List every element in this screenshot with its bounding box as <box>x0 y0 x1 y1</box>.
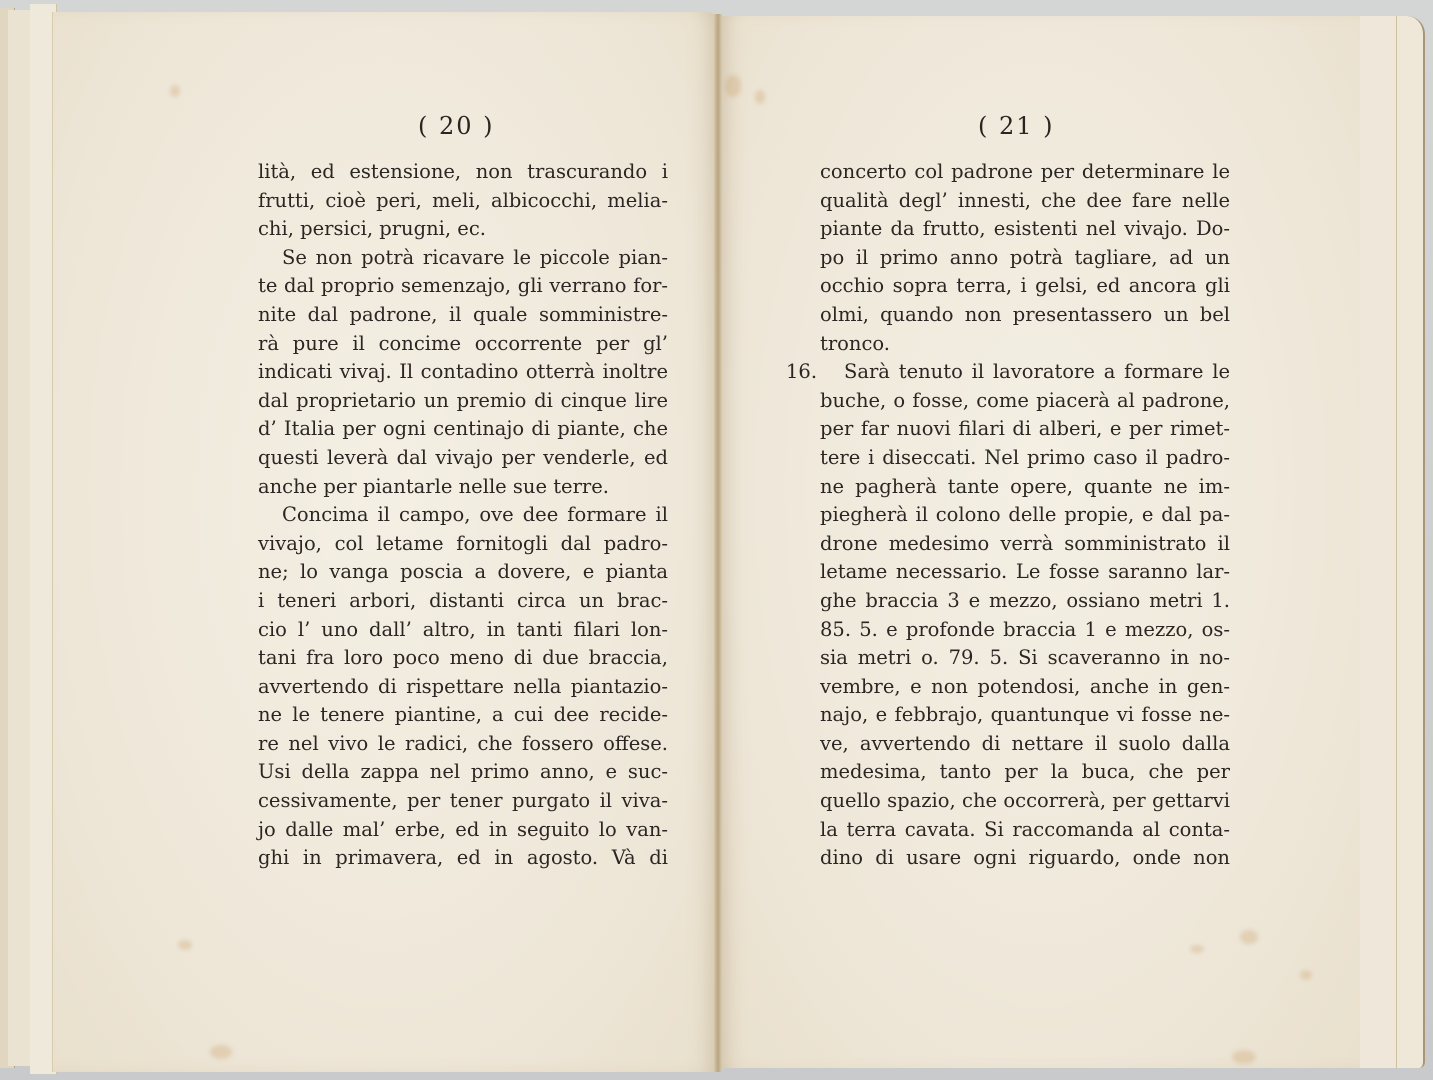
page-number-right: ( 21 ) <box>978 112 1055 140</box>
foxing-stain <box>755 90 765 104</box>
text-line: qualità degl’ innesti, che dee fare nelle <box>820 188 1230 212</box>
text-line: Usi della zappa nel primo anno, e suc- <box>258 760 668 784</box>
text-line: tani fra loro poco meno di due braccia, <box>258 646 668 670</box>
text-line: ne pagherà tante opere, quante ne im- <box>820 474 1230 498</box>
page-number-left: ( 20 ) <box>418 112 495 140</box>
foxing-stain <box>1300 970 1312 980</box>
text-line: per far nuovi filari di alberi, e per rimet- <box>820 417 1230 441</box>
text-line: cessivamente, per tener purgato il viva- <box>258 789 668 813</box>
text-line: piante da frutto, esistenti nel vivajo. Do- <box>820 217 1230 241</box>
text-line: lità, ed estensione, non trascurando i <box>258 160 668 183</box>
foxing-stain <box>1232 1050 1256 1064</box>
foxing-stain <box>210 1045 232 1059</box>
text-line: Concima il campo, ove dee formare il <box>282 503 668 527</box>
text-line: cio l’ uno dall’ altro, in tanti filari lon- <box>258 617 668 641</box>
text-line: la terra cavata. Si raccomanda al conta- <box>820 817 1230 841</box>
text-line: drone medesimo verrà somministrato il <box>820 531 1230 555</box>
text-line: ve, avvertendo di nettare il suolo dalla <box>820 731 1230 755</box>
text-line: i teneri arbori, distanti circa un brac- <box>258 588 668 612</box>
foxing-stain <box>170 85 180 97</box>
text-line: ne le tenere piantine, a cui dee recide- <box>258 703 668 727</box>
text-line: 85. 5. e profonde braccia 1 e mezzo, os- <box>820 617 1230 641</box>
text-line: quello spazio, che occorrerà, per gettarvi <box>820 789 1230 813</box>
foxing-stain <box>1190 945 1204 953</box>
text-line: questi leverà dal vivajo per venderle, ed <box>258 445 668 469</box>
text-line: Se non potrà ricavare le piccole pian- <box>282 245 668 269</box>
text-line: frutti, cioè peri, meli, albicocchi, melia- <box>258 188 668 212</box>
text-line: po il primo anno potrà tagliare, ad un <box>820 245 1230 269</box>
text-line: vembre, e non potendosi, anche in gen- <box>820 674 1230 698</box>
text-line: d’ Italia per ogni centinajo di piante, che <box>258 417 668 441</box>
text-line: ghi in primavera, ed in agosto. Và di <box>258 846 668 870</box>
text-line: nite dal padrone, il quale somministre- <box>258 302 668 326</box>
foxing-stain <box>725 75 741 97</box>
right-page-text <box>786 158 1230 873</box>
text-line: jo dalle mal’ erbe, ed in seguito lo van- <box>258 817 668 841</box>
text-line: piegherà il colono delle propie, e dal pa- <box>820 503 1230 527</box>
text-line: najo, e febbrajo, quantunque vi fosse ne- <box>820 703 1230 727</box>
text-line: tronco. <box>820 331 890 355</box>
text-line: te dal proprio semenzajo, gli verrano for- <box>258 274 668 298</box>
book-gutter <box>714 14 722 1072</box>
text-line: dal proprietario un premio di cinque lire <box>258 388 668 412</box>
text-line: vivajo, col letame fornitogli dal padro- <box>258 531 668 555</box>
text-line: sia metri o. 79. 5. Si scaveranno in no- <box>820 646 1230 670</box>
text-line: occhio sopra terra, i gelsi, ed ancora gli <box>820 274 1230 298</box>
text-line-content: Sarà tenuto il lavoratore a formare le <box>844 360 1230 384</box>
text-line: indicati vivaj. Il contadino otterrà inoltre <box>258 360 668 384</box>
text-line: avvertendo di rispettare nella piantazio- <box>258 674 668 698</box>
text-line: ne; lo vanga poscia a dovere, e pianta <box>258 560 668 584</box>
text-line: ghe braccia 3 e mezzo, ossiano metri 1. <box>820 588 1230 612</box>
text-line: chi, persici, prugni, ec. <box>258 217 486 241</box>
foxing-stain <box>178 940 192 950</box>
text-line: concerto col padrone per determinare le <box>820 160 1230 183</box>
text-line: medesima, tanto per la buca, che per <box>820 760 1230 784</box>
text-line: letame necessario. Le fosse saranno lar- <box>820 560 1230 584</box>
left-page-text <box>258 158 668 873</box>
text-line: dino di usare ogni riguardo, onde non <box>820 846 1230 870</box>
text-line: olmi, quando non presentassero un bel <box>820 302 1230 326</box>
text-line: re nel vivo le radici, che fossero offese. <box>258 731 668 755</box>
text-line: anche per piantarle nelle sue terre. <box>258 474 609 498</box>
right-page-edge <box>1396 16 1425 1068</box>
text-line: rà pure il concime occorrente per gl’ <box>258 331 668 355</box>
text-line <box>786 358 1230 387</box>
section-number: 16. <box>786 360 818 384</box>
foxing-stain <box>1240 930 1258 944</box>
right-page-margin <box>1358 16 1398 1068</box>
text-line: buche, o fosse, come piacerà al padrone, <box>820 388 1230 412</box>
text-line: tere i diseccati. Nel primo caso il padro- <box>820 445 1230 469</box>
